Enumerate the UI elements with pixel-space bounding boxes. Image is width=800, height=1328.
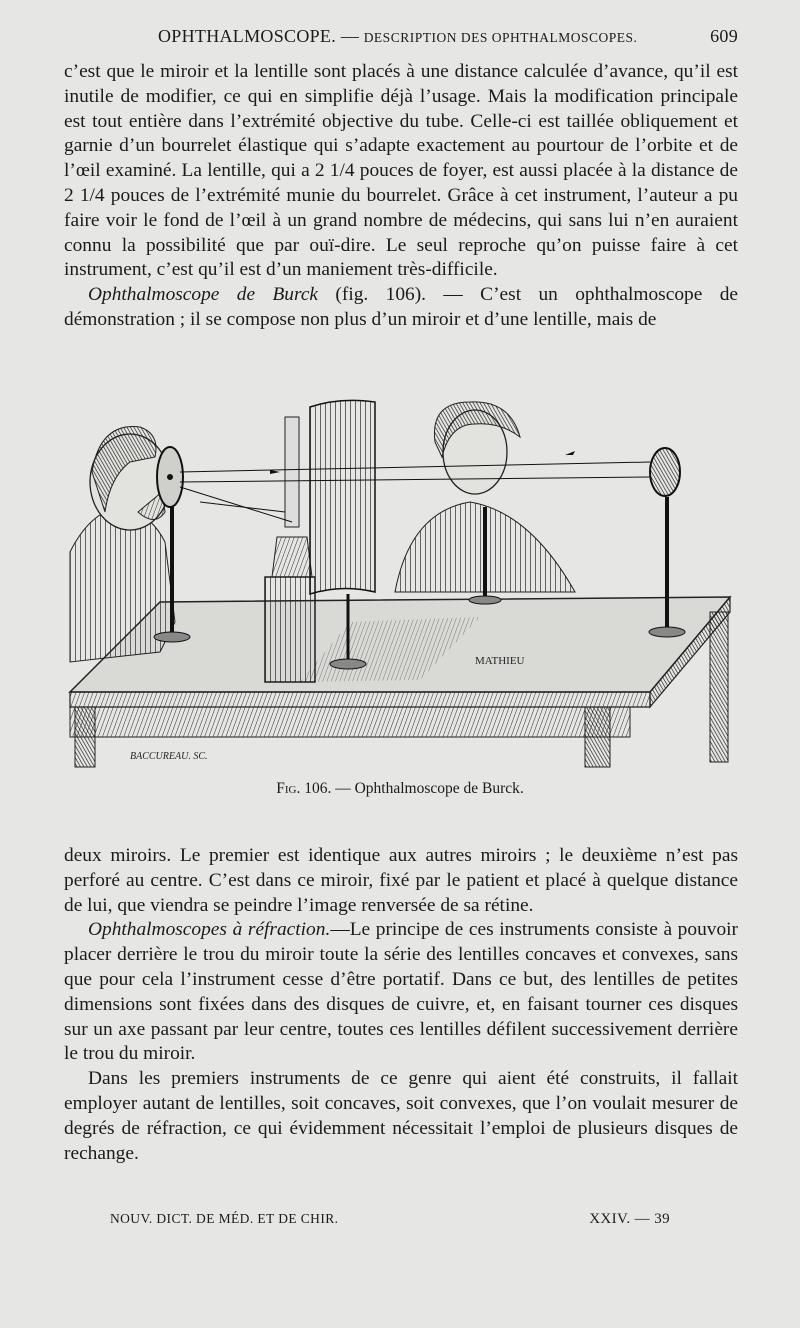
text-block-bottom bbox=[64, 844, 738, 1166]
engraving-illustration bbox=[30, 362, 770, 772]
figure-caption-text: — Ophthalmoscope de Burck. bbox=[331, 780, 524, 797]
mirror-aperture bbox=[167, 474, 173, 480]
table-apron bbox=[70, 707, 630, 737]
running-title-main: OPHTHALMOSCOPE. — bbox=[158, 26, 360, 46]
table-leg-left bbox=[75, 707, 95, 767]
paragraph-burck-text: (fig. 106). — C’est un ophthalmoscope de démonstration ; il se compose non plus d’un miroir et d’une lentille, mais de bbox=[64, 284, 739, 330]
paragraph-refraction-text: —Le principe de ces instruments consiste à pouvoir placer derrière le trou du miroir toute la série des lentilles concaves et convexes, sans que pour cela l’instrument cesse d’être portatif. Dans ce but, des lentilles de petites dimensions sont fixées dans des disques de cuivre, et, en faisant tourner ces disques sur un axe passant par leur centre, toutes ces lentilles défilent successivement derrière le trou du miroir. bbox=[64, 919, 738, 1065]
paragraph-continuation: c’est que le miroir et la lentille sont placés à une distance calculée d’avance, qu’il est inutile de modifier, ce qui en simplifie déjà l’usage. Mais la modification principale est tout entière dans l’extrémité objective du tube. Celle-ci est taillée obliquement et garnie d’un bourrelet élastique qui s’adapte exactement au pourtour de l’orbite et de l’œil examiné. La lentille, qui a 2 1/4 pouces de foyer, est aussi placée à la distance de 2 1/4 pouces de l’extrémité munie du bourrelet. Grâce à cet instrument, l’auteur a pu faire voir le fond de l’œil à un grand nombre de médecins, qui sans lui n’en auraient connu la possibilité que par ouï-dire. Le seul reproche qu’on puisse faire à cet instrument, c’est qu’il est d’un maniement très-difficile. bbox=[64, 61, 738, 281]
engraver-signature: BACCUREAU. SC. bbox=[130, 751, 208, 762]
running-head bbox=[60, 26, 740, 52]
page-number: 609 bbox=[710, 26, 738, 46]
ray-arrow-icon bbox=[565, 451, 575, 455]
footer-signature: XXIV. — 39 bbox=[589, 1211, 670, 1227]
figure-caption bbox=[0, 780, 800, 798]
figure-caption-number: Fig. 106. bbox=[276, 780, 332, 797]
ray-arrow-icon bbox=[270, 470, 280, 474]
lamp-burner bbox=[272, 537, 312, 577]
screen-stand-base bbox=[330, 659, 366, 669]
chin-rest-base bbox=[469, 596, 501, 604]
running-title bbox=[158, 26, 637, 47]
table-leg-back-right bbox=[710, 612, 728, 762]
mirror-stand-base bbox=[154, 632, 190, 642]
paragraph-refraction bbox=[64, 918, 738, 1067]
footer-publication: NOUV. DICT. DE MÉD. ET DE CHIR. bbox=[110, 1211, 339, 1226]
running-title-sub: DESCRIPTION DES OPHTHALMOSCOPES. bbox=[363, 30, 638, 45]
paragraph-burck bbox=[64, 283, 738, 333]
paragraph-two-mirrors: deux miroirs. Le premier est identique aux autres miroirs ; le deuxième n’est pas perforé au centre. C’est dans ce miroir, fixé par le patient et placé à quelque distance de lui, que viendra se peindre l’image renversée de sa rétine. bbox=[64, 845, 738, 916]
plain-mirror bbox=[650, 448, 680, 496]
plain-mirror-base bbox=[649, 627, 685, 637]
maker-mark: MATHIEU bbox=[475, 655, 525, 667]
lamp-body bbox=[265, 577, 315, 682]
lamp-chimney bbox=[285, 417, 299, 527]
paragraph-burck-lead: Ophthalmoscope de Burck bbox=[88, 284, 319, 306]
table-edge-front bbox=[70, 692, 650, 707]
paragraph-first-instruments: Dans les premiers instruments de ce genre qui aient été construits, il fallait employer autant de lentilles, soit concaves, soit convexes, que l’on voulait mesurer de degrés de réfraction, ce qui évidemment nécessitait l’emploi de plusieurs disques de rechange. bbox=[64, 1068, 738, 1164]
text-block-top bbox=[64, 60, 738, 333]
page-footer bbox=[110, 1211, 670, 1233]
lamp-screen bbox=[310, 400, 375, 594]
paragraph-refraction-lead: Ophthalmoscopes à réfraction. bbox=[88, 919, 331, 941]
light-rays bbox=[180, 462, 650, 522]
table-leg-front-right bbox=[585, 707, 610, 767]
figure-106 bbox=[30, 362, 770, 832]
